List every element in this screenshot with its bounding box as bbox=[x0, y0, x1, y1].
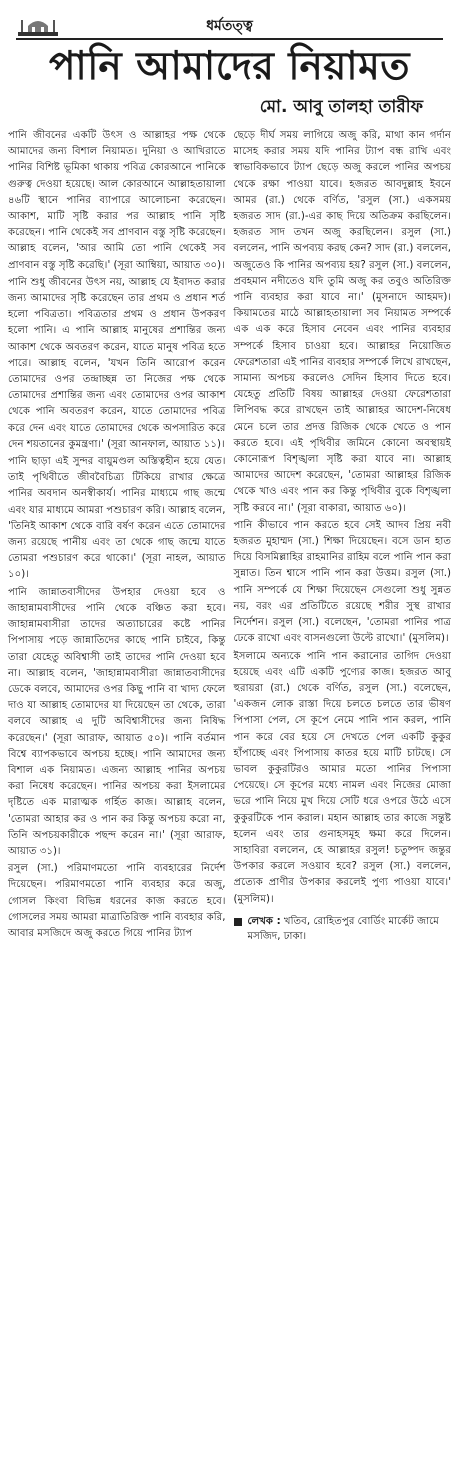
paragraph: পানি ছাড়া এই সুন্দর বায়ুমণ্ডল অস্তিত্বহীন হয়ে যেত। তাই পৃথিবীতে জীববৈচিত্র্য টিকিয়ে রাখার ক্ষেত্রে পানির অবদান অনস্বীকার্য। পানির মাধ্যমে গাছ জন্মে এবং যার মাধ্যমে আমরা পশুচারণ করি। আল্লাহ বলেন, 'তিনিই আকাশ থেকে বারি বর্ষণ করেন এতে তোমাদের জন্য রয়েছে পানীয় এবং তা থেকে গাছ জন্মে যাতে তোমরা পশুচারণ করে থাকো।' (সূরা নাহল, আয়াত ১০)। bbox=[8, 456, 226, 581]
article-byline: মো. আবু তালহা তারীফ bbox=[259, 97, 423, 117]
right-column bbox=[234, 128, 452, 944]
left-column bbox=[8, 128, 226, 944]
section-title: ধর্মতত্ত্ব bbox=[206, 18, 253, 34]
page-header bbox=[8, 0, 451, 40]
paragraph: ছেড়ে দীর্ঘ সময় লাগিয়ে অজু করি, মাথা কান গর্দান মাসেহ করার সময় যদি পানির ট্যাপ বন্ধ রাখি এবং স্বাভাবিকভাবে ট্যাপ ছেড়ে অজু করলে পানির অপচয় থেকে রক্ষা পাওয়া যাবে। হজরত আবদুল্লাহ ইবনে আমর (রা.) থেকে বর্ণিত, 'রসুল (সা.) একসময় হজরত সাদ (রা.)-এর কাছ দিয়ে অতিক্রম করছিলেন। হজরত সাদ তখন অজু করছিলেন। রসুল (সা.) বললেন, পানি অপব্যয় করছ কেন? সাদ (রা.) বললেন, অজুতেও কি পানির অপব্যয় হয়? রসুল (সা.) বললেন, প্রবহমান নদীতেও যদি তুমি অজু কর তবুও অতিরিক্ত পানি ব্যবহার করা যাবে না।' (মুসনাদে আহমদ)। কিয়ামতের মাঠে আল্লাহতায়ালা সব নিয়ামত সম্পর্কে এক এক করে হিসাব নেবেন এবং পানির ব্যবহার সম্পর্কে হিসাব চাওয়া হবে। আল্লাহর নিয়োজিত ফেরেশতারা এই পানির ব্যবহার সম্পর্কে লিখে রাখছেন, সামান্য অপচয় করলেও সেদিন হিসাব দিতে হবে। যেহেতু প্রতিটি বিষয় আল্লাহর দেওয়া ফেরেশতারা লিপিবদ্ধ করে রাখছেন তাই আল্লাহর আদেশ-নিষেধ মেনে চলে তার প্রদত্ত রিজিক থেকে খেতে ও পান করতে হবে। এই পৃথিবীর জমিনে কোনো অবস্থায়ই কোনোরূপ বিশৃঙ্খলা সৃষ্টি করা যাবে না। আল্লাহ আমাদের আদেশ করেছেন, 'তোমরা আল্লাহর রিজিক থেকে খাও এবং পান কর কিন্তু পৃথিবীর বুকে বিশৃঙ্খলা সৃষ্টি করবে না।' (সূরা বাকারা, আয়াত ৬০)। bbox=[233, 130, 451, 514]
article-headline: পানি আমাদের নিয়ামত bbox=[48, 44, 411, 89]
paragraph: পানি জান্নাতবাসীদের উপহার দেওয়া হবে ও জাহান্নামবাসীদের পানি থেকে বঞ্চিত করা হবে। জাহান্নামবাসীরা তাদের অত্যাচারের কষ্টে পানির পিপাসায় পড়ে জান্নাতিদের কাছে পানি চাইবে, কিন্তু তারা যেহেতু অবিশ্বাসী তাই তাদের পানি দেওয়া হবে না। আল্লাহ বলেন, 'জাহান্নামবাসীরা জান্নাতবাসীদের ডেকে বলবে, আমাদের ওপর কিছু পানি বা খাদ্য ফেলে দাও যা আল্লাহ তোমাদের যা দিয়েছেন তা থেকে, তারা বলবে আল্লাহ এ দুটি অবিশ্বাসীদের জন্য নিষিদ্ধ করেছেন।' (সূরা আরাফ, আয়াত ৫০)। পানি বর্তমান বিশ্বে ব্যাপকভাবে অপচয় হচ্ছে। পানি আমাদের জন্য বিশাল এক নিয়ামত। এজন্য আল্লাহ পানির অপচয় করা নিষেধ করেছেন। পানির অপচয় করা ইসলামের দৃষ্টিতে এক মারাত্মক গর্হিত কাজ। আল্লাহ বলেন, 'তোমরা আহার কর ও পান কর কিন্তু অপচয় করো না, তিনি অপচয়কারীকে পছন্দ করেন না।' (সূরা আরাফ, আয়াত ৩১)। bbox=[8, 586, 226, 857]
paragraph: পানি কীভাবে পান করতে হবে সেই আদব প্রিয় নবী হজরত মুহাম্মদ (সা.) শিক্ষা দিয়েছেন। বসে ডান হাত দিয়ে বিসমিল্লাহির রাহমানির রাহিম বলে পানি পান করা সুন্নাত। তিন শ্বাসে পানি পান করা উত্তম। রসুল (সা.) পানি সম্পর্কে যে শিক্ষা দিয়েছেন সেগুলো শুধু সুন্নত নয়, বরং এর প্রতিটিতে রয়েছে শরীর সুস্থ রাখার নির্দেশন। রসুল (সা.) বলেছেন, 'তোমরা পানির পাত্র ঢেকে রাখো এবং বাসনগুলো উল্টে রাখো।' (মুসলিম)। bbox=[233, 519, 451, 645]
square-bullet-icon bbox=[234, 918, 242, 926]
author-note bbox=[234, 914, 452, 944]
paragraph: ইসলামে অন্যকে পানি পান করানোর তাগিদ দেওয়া হয়েছে এবং এটি একটি পুণ্যের কাজ। হজরত আবু হুরায়রা (রা.) থেকে বর্ণিত, রসুল (সা.) বলেছেন, 'একজন লোক রাস্তা দিয়ে চলতে চলতে তার ভীষণ পিপাসা পেল, সে কূপে নেমে পানি পান করল, পানি পান করে বের হয়ে সে দেখতে পেল একটি কুকুর হাঁপাচ্ছে এবং পিপাসায় কাতর হয়ে মাটি চাটছে। সে ভাবল কুকুরটিরও আমার মতো পানির পিপাসা পেয়েছে। সে কূপের মধ্যে নামল এবং নিজের মোজা ভরে পানি নিয়ে মুখ দিয়ে সেটি ধরে ওপরে উঠে এসে কুকুরটিকে পান করাল। মহান আল্লাহ তার কাজে সন্তুষ্ট হলেন এবং তার গুনাহসমূহ ক্ষমা করে দিলেন। সাহাবিরা বললেন, হে আল্লাহর রসুল! চতুষ্পদ জন্তুর উপকার করলে সওয়াব হবে? রসুল (সা.) বললেন, প্রত্যেক প্রাণীর উপকার করলেই পুণ্য পাওয়া যাবে।' (মুসলিম)। bbox=[233, 650, 451, 905]
author-label: লেখক : bbox=[247, 915, 281, 927]
paragraph: পানি শুধু জীবনের উৎস নয়, আল্লাহ যে ইবাদত করার জন্য আমাদের সৃষ্টি করেছেন তার প্রথম ও প্রধান শর্ত হলো পবিত্রতা। পবিত্রতার প্রথম ও প্রধান উপকরণ হলো পানি। এ পানি আল্লাহ মানুষের প্রশান্তির জন্য আকাশ থেকে অবতরণ করেন, যাতে মানুষ পবিত্র হতে পারে। আল্লাহ বলেন, 'যখন তিনি আরোপ করেন তোমাদের ওপর তন্দ্রাচ্ছন্ন তা নিজের পক্ষ থেকে তোমাদের প্রশান্তির জন্য এবং তোমাদের ওপর আকাশ থেকে পানি অবতরণ করেন, যাতে তোমাদের পবিত্র করে দেন এবং যাতে তোমাদের থেকে অপসারিত করে দেন শয়তানের কুমন্ত্রণা।' (সূরা আনফাল, আয়াত ১১)। bbox=[8, 276, 226, 450]
paragraph: পানি জীবনের একটি উৎস ও আল্লাহর পক্ষ থেকে আমাদের জন্য বিশাল নিয়ামত। দুনিয়া ও আখিরাতে পানির বিশিষ্ট ভূমিকা থাকায় পবিত্র কোরআনে পানিকে গুরুত্ব দেওয়া হয়েছে। আল কোরআনে আল্লাহতায়ালা ৪৬টি স্থানে পানির ব্যাপারে আলোচনা করেছেন। আকাশ, মাটি সৃষ্টি করার পর আল্লাহ পানি সৃষ্টি করেছেন। পানি থেকেই সব প্রাণবান বস্তু সৃষ্টি করেছেন। আল্লাহ বলেন, 'আর আমি তো পানি থেকেই সব প্রাণবান বস্তু সৃষ্টি করেছি।' (সূরা আম্বিয়া, আয়াত ৩০)। bbox=[8, 130, 226, 271]
article-body bbox=[8, 128, 451, 944]
header-rule bbox=[16, 38, 443, 40]
paragraph: রসুল (সা.) পরিমাণমতো পানি ব্যবহারের নির্দেশ দিয়েছেন। পরিমাণমতো পানি ব্যবহার করে অজু, গোসল কিংবা বিভিন্ন ধরনের কাজ করতে হবে। গোসলের সময় আমরা মাত্রাতিরিক্ত পানি ব্যবহার করি, আবার মসজিদে অজু করতে গিয়ে পানির ট্যাপ bbox=[8, 863, 226, 939]
author-text: খতিব, রোহিতপুর বোর্ডিং মার্কেট জামে মসজিদ, ঢাকা। bbox=[247, 915, 439, 942]
